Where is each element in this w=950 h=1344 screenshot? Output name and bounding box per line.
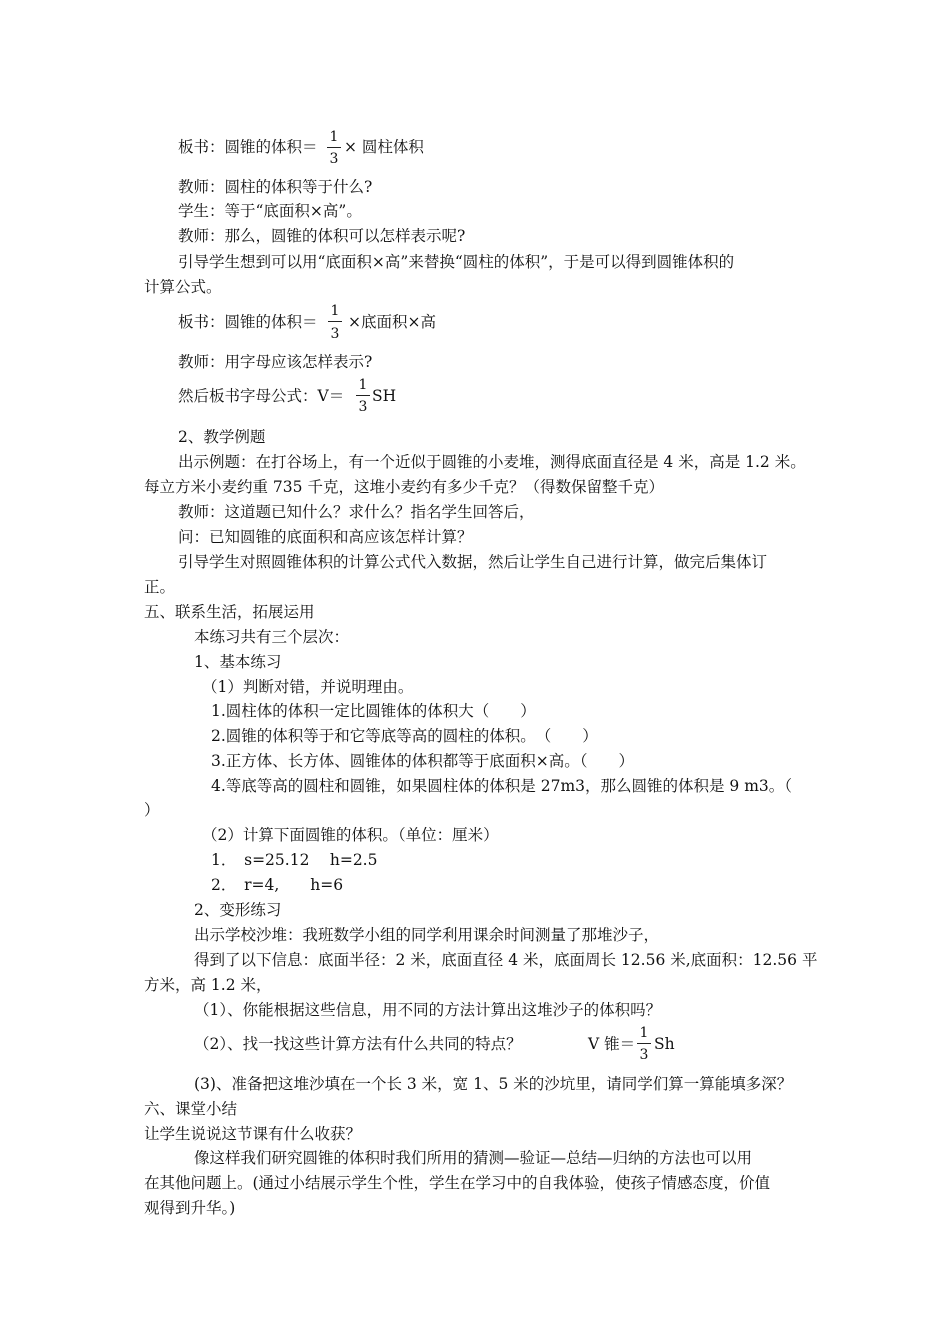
text-line: 正。 (144, 578, 176, 596)
text-line: 1、基本练习 (194, 653, 282, 671)
text-line: 得到了以下信息：底面半径：2 米，底面直径 4 米，底面周长 12.56 米,底面积：12.56 平 (194, 951, 818, 969)
formula-label: V 锥＝ (588, 1035, 636, 1053)
fraction-numerator: 1 (329, 129, 339, 145)
fraction-denominator: 3 (329, 151, 339, 167)
text-line: 出示例题：在打谷场上，有一个近似于圆锥的小麦堆，测得底面直径是 4 米，高是 1.2 米。 (178, 453, 806, 471)
text-line: （1）判断对错，并说明理由。 (202, 678, 414, 696)
text-line: 教师：这道题已知什么？求什么？指名学生回答后， (178, 503, 535, 521)
text-line: 在其他问题上。(通过小结展示学生个性，学生在学习中的自我体验，使孩子情感态度，价值 (144, 1174, 771, 1192)
fraction-bar (356, 395, 370, 396)
section-heading: 五、联系生活，拓展运用 (144, 603, 315, 621)
text-line: 本练习共有三个层次： (194, 628, 350, 646)
section-heading: 六、课堂小结 (144, 1100, 238, 1118)
text-line: 引导学生想到可以用“底面积×高”来替换“圆柱的体积”，于是可以得到圆锥体积的 (178, 253, 735, 271)
text-line: 4.等底等高的圆柱和圆锥，如果圆柱体的体积是 27m3，那么圆锥的体积是 9 m3。（ (211, 777, 793, 795)
text-line: 问：已知圆锥的底面积和高应该怎样计算？ (178, 528, 473, 546)
text-line: 教师：用字母应该怎样表示? (178, 353, 373, 371)
text-line: ） (144, 801, 160, 819)
fraction-denominator: 3 (330, 326, 340, 342)
text-line: 2.圆锥的体积等于和它等底等高的圆柱的体积。 （ ） (211, 727, 598, 745)
formula-text: Sh (654, 1035, 675, 1053)
text-line: （2）、找一找这些计算方法有什么共同的特点？ (194, 1035, 522, 1053)
text-line: 板书：圆锥的体积＝ (178, 138, 318, 156)
text-line: ×底面积×高 (348, 313, 436, 331)
text-line: 方米，高 1.2 米， (144, 976, 272, 994)
fraction-numerator: 1 (639, 1025, 649, 1041)
text-line: 2． r=4, h=6 (211, 876, 344, 894)
text-line: 计算公式。 (144, 278, 222, 296)
fraction-numerator: 1 (358, 377, 368, 393)
text-line: 引导学生对照圆锥体积的计算公式代入数据，然后让学生自己进行计算，做完后集体订 (178, 553, 768, 571)
text-line: (3)、准备把这堆沙填在一个长 3 米，宽 1、5 米的沙坑里，请同学们算一算能填多深？ (194, 1075, 793, 1093)
fraction-numerator: 1 (330, 303, 340, 319)
text-line: 教师：圆柱的体积等于什么? (178, 178, 373, 196)
text-line: 3.正方体、长方体、圆锥体的体积都等于底面积×高。（ ） (211, 752, 635, 770)
fraction-bar (328, 321, 342, 322)
text-line: 2、变形练习 (194, 901, 282, 919)
text-line: 教师：那么，圆锥的体积可以怎样表示呢? (178, 227, 466, 245)
text-line: 2、教学例题 (178, 428, 266, 446)
fraction-bar (327, 147, 341, 148)
text-line: 让学生说说这节课有什么收获？ (144, 1125, 362, 1143)
text-line: 然后板书字母公式：V＝ (178, 387, 345, 405)
text-line: × 圆柱体积 (344, 138, 424, 156)
text-line: 观得到升华。) (144, 1199, 236, 1217)
fraction-denominator: 3 (358, 399, 368, 415)
text-line: 1． s=25.12 h=2.5 (211, 851, 378, 869)
text-line: 板书：圆锥的体积＝ (178, 313, 318, 331)
text-line: （2）计算下面圆锥的体积。（单位：厘米） (202, 826, 499, 844)
text-line: 1.圆柱体的体积一定比圆锥体的体积大（ ） (211, 702, 536, 720)
text-line: （1）、你能根据这些信息，用不同的方法计算出这堆沙子的体积吗？ (194, 1001, 662, 1019)
text-line: 每立方米小麦约重 735 千克，这堆小麦约有多少千克？（得数保留整千克） (144, 478, 664, 496)
fraction-bar (637, 1043, 651, 1044)
fraction-denominator: 3 (639, 1047, 649, 1063)
text-line: SH (372, 387, 397, 405)
text-line: 出示学校沙堆：我班数学小组的同学利用课余时间测量了那堆沙子， (194, 926, 660, 944)
text-line: 学生：等于“底面积×高”。 (178, 202, 362, 220)
text-line: 像这样我们研究圆锥的体积时我们所用的猜测—验证—总结—归纳的方法也可以用 (194, 1149, 753, 1167)
